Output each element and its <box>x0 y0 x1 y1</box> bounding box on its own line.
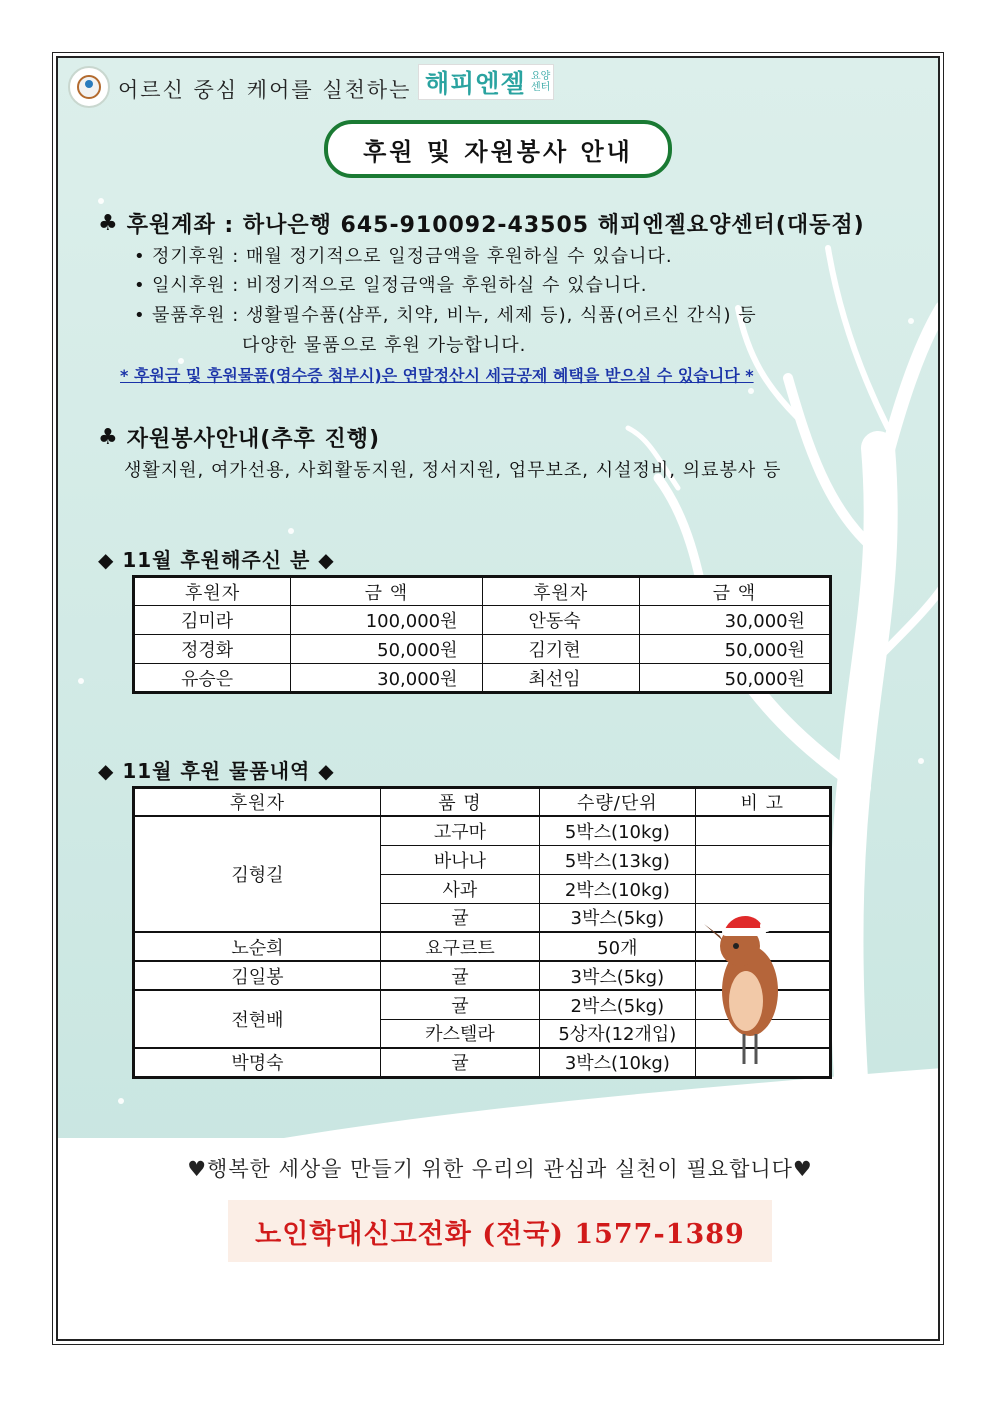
table-row <box>134 606 831 635</box>
item-quantity: 2박스(5kg) <box>540 990 696 1019</box>
bullet-icon: • <box>134 305 146 326</box>
snow-dot <box>888 478 894 484</box>
robin-bird-icon <box>700 906 792 1066</box>
header-cell: 후원자 <box>482 577 639 606</box>
item-quantity: 3박스(5kg) <box>540 961 696 990</box>
donor-name: 박명숙 <box>134 1048 381 1077</box>
table-header-row <box>134 788 831 817</box>
donation-amount: 50,000원 <box>639 664 830 693</box>
item-quantity: 5상자(12개입) <box>540 1019 696 1048</box>
snow-dot <box>98 198 104 204</box>
volunteer-heading <box>98 422 380 453</box>
donation-item <box>134 242 673 268</box>
footer-slogan: ♥행복한 세상을 만들기 위한 우리의 관심과 실천이 필요합니다♥ <box>187 1157 813 1181</box>
donation-item-text: 일시후원 : 비정기적으로 일정금액을 후원하실 수 있습니다. <box>152 275 648 296</box>
donation-item <box>134 271 647 297</box>
bullet-icon: • <box>134 246 146 267</box>
item-note <box>695 845 830 874</box>
donation-item <box>134 301 757 327</box>
club-icon: ♣ <box>98 211 119 236</box>
snow-dot <box>118 1098 124 1104</box>
item-name: 카스텔라 <box>380 1019 539 1048</box>
donor-name: 김기현 <box>482 635 639 664</box>
snow-dot <box>748 388 754 394</box>
table-row <box>134 664 831 693</box>
donation-item-text: 물품후원 : 생활필수품(샴푸, 치약, 비누, 세제 등), 식품(어르신 간식) 등 <box>152 305 757 326</box>
item-name: 귤 <box>380 903 539 932</box>
header-slogan: 어르신 중심 케어를 실천하는 <box>118 78 412 102</box>
donation-item-text: 정기후원 : 매월 정기적으로 일정금액을 후원하실 수 있습니다. <box>152 246 673 267</box>
header-cell: 금 액 <box>639 577 830 606</box>
donor-name: 안동숙 <box>482 606 639 635</box>
item-note <box>695 874 830 903</box>
donation-item-continuation: 다양한 물품으로 후원 가능합니다. <box>242 335 527 356</box>
snow-dot <box>908 318 914 324</box>
donation-amount: 50,000원 <box>639 635 830 664</box>
item-name: 귤 <box>380 961 539 990</box>
table-row <box>134 635 831 664</box>
item-note <box>695 816 830 845</box>
donor-name: 유승은 <box>134 664 291 693</box>
item-name: 바나나 <box>380 845 539 874</box>
donation-amount: 30,000원 <box>639 606 830 635</box>
donation-amount: 100,000원 <box>291 606 482 635</box>
item-name: 귤 <box>380 1048 539 1077</box>
donation-account: 후원계좌 : 하나은행 645-910092-43505 해피엔젤요양센터(대동점) <box>126 213 865 238</box>
page-title: 후원 및 자원봉사 안내 <box>324 120 672 178</box>
donation-amount: 50,000원 <box>291 635 482 664</box>
donor-name: 최선임 <box>482 664 639 693</box>
center-logo-icon <box>68 66 110 108</box>
item-quantity: 50개 <box>540 932 696 961</box>
item-quantity: 3박스(10kg) <box>540 1048 696 1077</box>
volunteer-types: 생활지원, 여가선용, 사회활동지원, 정서지원, 업무보조, 시설정비, 의료봉사 등 <box>124 460 782 481</box>
item-quantity: 3박스(5kg) <box>540 903 696 932</box>
brand-sub: 요양센터 <box>530 71 551 93</box>
snow-dot <box>918 758 924 764</box>
brand-name: 해피엔젤 <box>425 69 526 98</box>
header-cell: 후원자 <box>134 577 291 606</box>
item-quantity: 5박스(10kg) <box>540 816 696 845</box>
page-frame <box>56 56 940 1341</box>
item-quantity: 2박스(10kg) <box>540 874 696 903</box>
donor-name: 전현배 <box>134 990 381 1048</box>
item-quantity: 5박스(13kg) <box>540 845 696 874</box>
item-name: 귤 <box>380 990 539 1019</box>
item-name: 고구마 <box>380 816 539 845</box>
bullet-icon: • <box>134 275 146 296</box>
abuse-hotline: 노인학대신고전화 (전국) 1577-1389 <box>228 1200 772 1262</box>
snow-dot <box>78 678 84 684</box>
header-cell: 품 명 <box>380 788 539 817</box>
donor-name: 김형길 <box>134 816 381 932</box>
donor-name: 노순희 <box>134 932 381 961</box>
item-name: 사과 <box>380 874 539 903</box>
item-name: 요구르트 <box>380 932 539 961</box>
money-donors-table <box>132 575 832 694</box>
donation-heading <box>98 208 865 239</box>
volunteer-heading-text: 자원봉사안내(추후 진행) <box>126 427 381 452</box>
money-donors-heading: ◆ 11월 후원해주신 분 ◆ <box>98 548 335 572</box>
brand-logo <box>418 64 554 100</box>
donation-amount: 30,000원 <box>291 664 482 693</box>
donor-name: 정경화 <box>134 635 291 664</box>
table-header-row <box>134 577 831 606</box>
snow-dot <box>288 528 294 534</box>
donor-name: 김미라 <box>134 606 291 635</box>
header-cell: 수량/단위 <box>540 788 696 817</box>
donor-name: 김일봉 <box>134 961 381 990</box>
club-icon: ♣ <box>98 425 119 450</box>
header-cell: 후원자 <box>134 788 381 817</box>
table-row <box>134 816 831 845</box>
snow-dot <box>858 1058 864 1064</box>
header-cell: 금 액 <box>291 577 482 606</box>
header-cell: 비 고 <box>695 788 830 817</box>
goods-donors-heading: ◆ 11월 후원 물품내역 ◆ <box>98 759 335 783</box>
tax-notice: * 후원금 및 후원물품(영수증 첨부시)은 연말정산시 세금공제 혜택을 받으실 수 있습니다 * <box>120 366 754 385</box>
